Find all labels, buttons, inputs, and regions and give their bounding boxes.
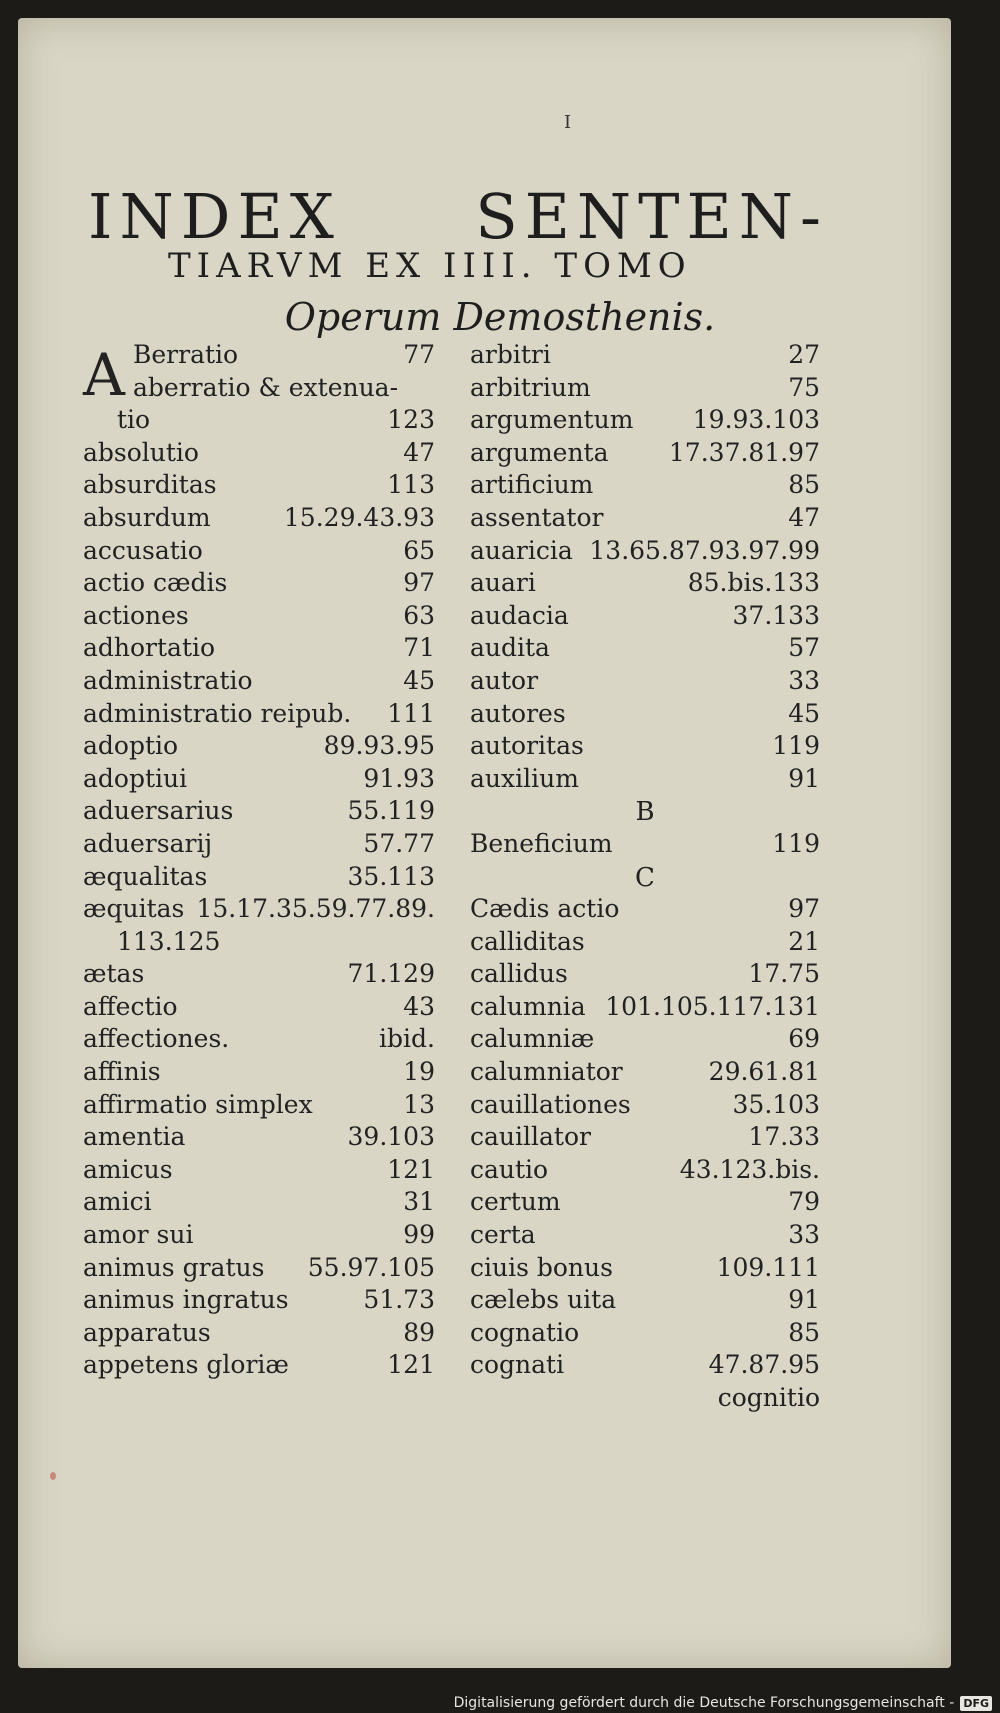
index-entry	[470, 699, 820, 732]
index-entry	[470, 568, 820, 601]
entry-term: cognatio	[470, 1317, 580, 1347]
index-entry	[83, 764, 435, 797]
entry-pages: 111	[387, 698, 435, 728]
entry-term: tio	[117, 405, 151, 435]
entry-pages: 57.77	[363, 828, 435, 858]
index-entry	[83, 1090, 435, 1123]
footer-text: Digitalisierung gefördert durch die Deutsche Forschungsgemeinschaft -	[453, 1695, 955, 1711]
entry-term: cælebs uita	[470, 1285, 617, 1315]
index-entry	[83, 1187, 435, 1220]
ink-spot	[50, 1472, 56, 1480]
entry-pages: 35.103	[732, 1089, 820, 1119]
entry-pages: 13	[403, 1089, 435, 1119]
entry-pages: 45	[403, 665, 435, 695]
index-entry	[83, 731, 435, 764]
entry-pages: 123	[387, 405, 435, 435]
entry-pages: 17.37.81.97	[668, 437, 820, 467]
entry-pages: 91.93	[363, 763, 435, 793]
index-entry	[470, 992, 820, 1025]
entry-term: adhortatio	[83, 633, 216, 663]
digitization-footer	[454, 1695, 992, 1711]
entry-term: artificium	[470, 470, 594, 500]
entry-term: æquitas	[83, 894, 185, 924]
entry-term: administratio reipub.	[83, 698, 352, 728]
entry-term: actiones	[83, 600, 189, 630]
entry-term: certa	[470, 1220, 536, 1250]
index-entry	[470, 536, 820, 569]
entry-term: cognati	[470, 1350, 565, 1380]
entry-pages: 55.119	[347, 796, 435, 826]
entry-term: argumentum	[470, 405, 634, 435]
entry-pages: 57	[788, 633, 820, 663]
entry-pages: ibid.	[379, 1024, 435, 1054]
index-entry	[470, 1024, 820, 1057]
title-line-1	[88, 180, 828, 253]
entry-term: auxilium	[470, 763, 579, 793]
index-entry	[83, 536, 435, 569]
entry-pages: 17.33	[748, 1122, 820, 1152]
entry-pages: 51.73	[363, 1285, 435, 1315]
entry-pages: 71.129	[347, 959, 435, 989]
index-entry	[470, 1220, 820, 1253]
entry-pages: 39.103	[347, 1122, 435, 1152]
entry-term: adoptiui	[83, 763, 188, 793]
entry-term: Berratio	[133, 340, 239, 369]
entry-pages: 113	[387, 470, 435, 500]
section-letter: B	[635, 797, 655, 828]
index-entry	[470, 373, 820, 406]
entry-term: amor sui	[83, 1220, 194, 1250]
entry-pages: 31	[403, 1187, 435, 1217]
index-entry	[83, 829, 435, 862]
entry-term: amicus	[83, 1154, 173, 1184]
entry-term: calliditas	[470, 926, 585, 956]
entry-term: autoritas	[470, 731, 584, 761]
entry-pages: 89.93.95	[323, 731, 435, 761]
index-entry	[83, 601, 435, 634]
entry-pages: 85	[788, 1317, 820, 1347]
entry-pages: 33	[788, 665, 820, 695]
index-column-right	[470, 340, 820, 1416]
entry-term: 113.125	[117, 926, 221, 956]
entry-pages: 97	[788, 894, 820, 924]
entry-term: calumnia	[470, 991, 586, 1021]
entry-term: aduersarij	[83, 828, 213, 858]
index-entry	[470, 601, 820, 634]
index-entry	[83, 1285, 435, 1318]
index-entry	[83, 1122, 435, 1155]
entry-pages: 29.61.81	[708, 1057, 820, 1087]
entry-term: cautio	[470, 1154, 549, 1184]
entry-pages: 45	[788, 698, 820, 728]
index-entry	[83, 470, 435, 503]
index-entry	[83, 373, 435, 406]
entry-pages: 121	[387, 1154, 435, 1184]
entry-pages: 15.29.43.93	[283, 502, 435, 532]
entry-pages: 77	[403, 340, 435, 369]
dfg-logo: DFG	[960, 1696, 992, 1711]
entry-pages: 101.105.117.131	[605, 991, 820, 1021]
entry-term: absurditas	[83, 470, 217, 500]
entry-pages: 65	[403, 535, 435, 565]
entry-term: affectiones.	[83, 1024, 230, 1054]
index-entry	[83, 1350, 435, 1383]
entry-term: arbitri	[470, 340, 551, 369]
index-entry	[83, 1220, 435, 1253]
index-entry	[83, 438, 435, 471]
index-entry	[470, 666, 820, 699]
index-entry	[470, 731, 820, 764]
folio-mark: I	[564, 112, 572, 133]
index-entry	[470, 959, 820, 992]
drop-cap: A	[83, 341, 125, 409]
index-entry	[470, 1253, 820, 1286]
entry-term: Cædis actio	[470, 894, 620, 924]
index-entry	[83, 1253, 435, 1286]
entry-term: accusatio	[83, 535, 203, 565]
entry-term: cauillationes	[470, 1089, 631, 1119]
index-entry	[83, 405, 435, 438]
entry-term: animus ingratus	[83, 1285, 289, 1315]
entry-term: callidus	[470, 959, 568, 989]
section-letter: C	[635, 862, 655, 893]
entry-pages: 119	[772, 731, 820, 761]
entry-pages: 19	[403, 1057, 435, 1087]
index-entry	[470, 1318, 820, 1351]
entry-pages: 71	[403, 633, 435, 663]
title-line-2: TIARVM EX IIII. TOMO	[168, 246, 692, 286]
entry-term: certum	[470, 1187, 561, 1217]
entry-term: amentia	[83, 1122, 186, 1152]
entry-pages: 27	[788, 340, 820, 369]
index-entry	[470, 470, 820, 503]
index-entry	[83, 633, 435, 666]
entry-pages: 99	[403, 1220, 435, 1250]
entry-term: affirmatio simplex	[83, 1089, 313, 1119]
index-entry	[83, 1024, 435, 1057]
entry-pages: 63	[403, 600, 435, 630]
entry-term: autor	[470, 665, 539, 695]
entry-pages: 43.123.bis.	[679, 1154, 820, 1184]
entry-term: ciuis bonus	[470, 1252, 613, 1282]
entry-term: autores	[470, 698, 566, 728]
index-entry	[470, 1155, 820, 1188]
entry-term: assentator	[470, 502, 604, 532]
index-entry	[470, 405, 820, 438]
index-entry	[470, 1090, 820, 1123]
entry-pages: 43	[403, 991, 435, 1021]
entry-term: ætas	[83, 959, 145, 989]
entry-term: aberratio & extenua-	[133, 372, 399, 402]
index-entry	[83, 992, 435, 1025]
entry-term: calumniæ	[470, 1024, 595, 1054]
entry-pages: 69	[788, 1024, 820, 1054]
entry-term: calumniator	[470, 1057, 623, 1087]
index-entry	[470, 633, 820, 666]
title-line-3: Operum Demosthenis.	[284, 295, 716, 339]
entry-term: actio cædis	[83, 568, 228, 598]
index-column-left	[83, 340, 435, 1383]
index-entry	[83, 894, 435, 927]
index-entry	[83, 568, 435, 601]
index-entry	[470, 1057, 820, 1090]
entry-term: apparatus	[83, 1317, 211, 1347]
index-entry	[83, 796, 435, 829]
index-entry	[470, 438, 820, 471]
entry-term: animus gratus	[83, 1252, 265, 1282]
index-entry	[83, 1318, 435, 1351]
title-word-senten: SENTEN-	[475, 180, 828, 253]
entry-term: adoptio	[83, 731, 179, 761]
entry-term: arbitrium	[470, 372, 591, 402]
entry-pages: 91	[788, 763, 820, 793]
entry-term: cauillator	[470, 1122, 591, 1152]
entry-pages: 33	[788, 1220, 820, 1250]
entry-term: affinis	[83, 1057, 161, 1087]
index-entry	[83, 959, 435, 992]
title-word-index: INDEX	[88, 180, 341, 253]
index-entry	[470, 340, 820, 373]
entry-pages: 15.17.35.59.77.89.	[196, 894, 435, 924]
entry-term: auari	[470, 568, 536, 598]
entry-pages: 37.133	[732, 600, 820, 630]
entry-pages: 85	[788, 470, 820, 500]
entry-pages: 21	[788, 926, 820, 956]
index-entry	[470, 1122, 820, 1155]
entry-pages: 17.75	[748, 959, 820, 989]
entry-pages: 75	[788, 372, 820, 402]
entry-pages: 55.97.105	[307, 1252, 435, 1282]
index-entry	[470, 1285, 820, 1318]
entry-term: auaricia	[470, 535, 573, 565]
index-entry	[470, 503, 820, 536]
entry-pages: 119	[772, 828, 820, 858]
entry-term: audacia	[470, 600, 569, 630]
index-entry	[470, 894, 820, 927]
entry-pages: 47	[788, 502, 820, 532]
entry-pages: 13.65.87.93.97.99	[589, 535, 820, 565]
entry-term: amici	[83, 1187, 152, 1217]
entry-term: aduersarius	[83, 796, 234, 826]
index-entry	[83, 1057, 435, 1090]
entry-pages: 47.87.95	[708, 1350, 820, 1380]
index-entry	[83, 927, 435, 960]
entry-term: absurdum	[83, 502, 211, 532]
entry-pages: 47	[403, 437, 435, 467]
index-entry	[470, 764, 820, 797]
entry-pages: 85.bis.133	[687, 568, 820, 598]
catchword: cognitio	[717, 1383, 820, 1412]
entry-pages: 109.111	[716, 1252, 820, 1282]
entry-term: æqualitas	[83, 861, 208, 891]
index-entry	[83, 862, 435, 895]
index-entry	[470, 1187, 820, 1220]
entry-pages: 91	[788, 1285, 820, 1315]
index-entry	[470, 1350, 820, 1383]
entry-term: affectio	[83, 991, 178, 1021]
entry-pages: 19.93.103	[692, 405, 820, 435]
entry-pages: 35.113	[347, 861, 435, 891]
entry-term: argumenta	[470, 437, 609, 467]
entry-term: absolutio	[83, 437, 199, 467]
entry-pages: 79	[788, 1187, 820, 1217]
entry-term: audita	[470, 633, 550, 663]
entry-term: administratio	[83, 665, 253, 695]
entry-term: Beneficium	[470, 828, 613, 858]
entry-pages: 121	[387, 1350, 435, 1380]
index-entry	[83, 699, 435, 732]
index-entry	[83, 1155, 435, 1188]
index-entry	[83, 666, 435, 699]
entry-pages: 89	[403, 1317, 435, 1347]
entry-pages: 97	[403, 568, 435, 598]
index-entry	[83, 503, 435, 536]
index-entry	[470, 829, 820, 862]
index-entry	[470, 927, 820, 960]
entry-term: appetens gloriæ	[83, 1350, 289, 1380]
